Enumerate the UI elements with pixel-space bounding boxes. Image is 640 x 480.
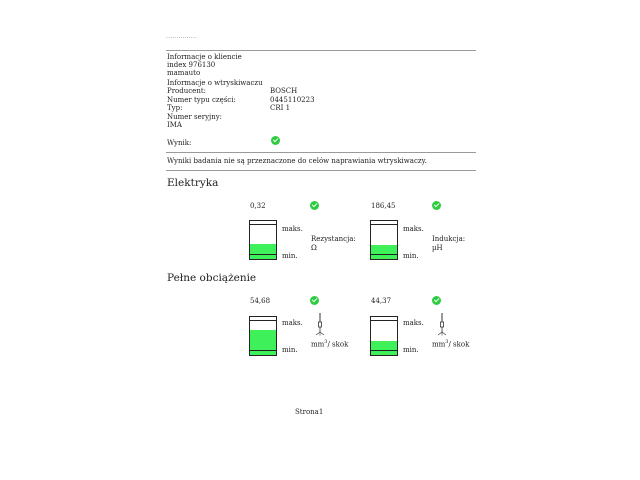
injector-icon [436, 312, 448, 336]
divider-mid [166, 152, 476, 153]
fullload-delivery-1-unit [311, 338, 348, 349]
fullload-delivery-2-unit [432, 338, 469, 349]
type-value: CRI 1 [270, 104, 291, 112]
unit-sup: 3 [324, 339, 328, 345]
fullload-delivery-1-min-label: min. [282, 346, 298, 354]
unit-rest: / skok [327, 340, 349, 349]
unit-main: mm [432, 340, 446, 349]
client-index: index 976130 [167, 61, 216, 69]
fullload-delivery-2-gauge-fill [371, 341, 397, 355]
fullload-delivery-2-max-label: maks. [403, 319, 424, 327]
disclaimer-note: Wyniki badania nie są przeznaczone do celów naprawiania wtryskiwaczy. [167, 157, 427, 165]
resistance-max-label: maks. [282, 225, 303, 233]
resistance-value: 0,32 [250, 202, 266, 210]
page-number: Strona1 [295, 408, 324, 416]
divider-bottom [166, 170, 476, 171]
inductance-value: 186,45 [371, 202, 396, 210]
fullload-delivery-1-ok-icon [310, 296, 319, 305]
resistance-gauge-fill [250, 244, 276, 259]
resistance-min-label: min. [282, 252, 298, 260]
resistance-measure-label: Rezystancja: [311, 235, 356, 243]
injector-title: Informacje o wtryskiwaczu [167, 79, 263, 87]
fullload-delivery-2-value: 44,37 [371, 297, 392, 305]
fullload-delivery-1-gauge [249, 316, 277, 356]
result-ok-icon [271, 136, 280, 145]
section-title-full-load: Pełne obciążenie [167, 272, 257, 284]
inductance-min-label: min. [403, 252, 419, 260]
injector-icon [314, 312, 326, 336]
divider-top [166, 50, 476, 51]
fullload-delivery-2-ok-icon [432, 296, 441, 305]
fullload-delivery-1-gauge-fill [250, 330, 276, 355]
unit-sup: 3 [445, 339, 449, 345]
producer-value: BOSCH [270, 87, 298, 95]
resistance-unit: Ω [311, 244, 317, 252]
inductance-max-label: maks. [403, 225, 424, 233]
part-number-value: 0445110223 [270, 96, 315, 104]
header-fragment: ............... [166, 32, 197, 40]
client-name: mamauto [167, 69, 201, 77]
inductance-gauge-fill [371, 245, 397, 259]
inductance-gauge [370, 220, 398, 260]
result-label: Wynik: [167, 139, 192, 147]
type-label: Typ: [167, 104, 183, 112]
injector-extra: IMA [167, 121, 182, 129]
section-title-electrical: Elektryka [167, 177, 219, 189]
resistance-gauge [249, 220, 277, 260]
inductance-measure-label: Indukcja: [432, 235, 466, 243]
serial-label: Numer seryjny: [167, 113, 223, 121]
producer-label: Producent: [167, 87, 207, 95]
fullload-delivery-1-value: 54,68 [250, 297, 271, 305]
unit-rest: / skok [448, 340, 470, 349]
part-number-label: Numer typu części: [167, 96, 236, 104]
resistance-ok-icon [310, 201, 319, 210]
unit-main: mm [311, 340, 325, 349]
fullload-delivery-2-min-label: min. [403, 346, 419, 354]
fullload-delivery-2-gauge [370, 316, 398, 356]
inductance-unit: µH [432, 244, 443, 252]
fullload-delivery-1-max-label: maks. [282, 319, 303, 327]
inductance-ok-icon [432, 201, 441, 210]
client-title: Informacje o kliencie [167, 53, 242, 61]
